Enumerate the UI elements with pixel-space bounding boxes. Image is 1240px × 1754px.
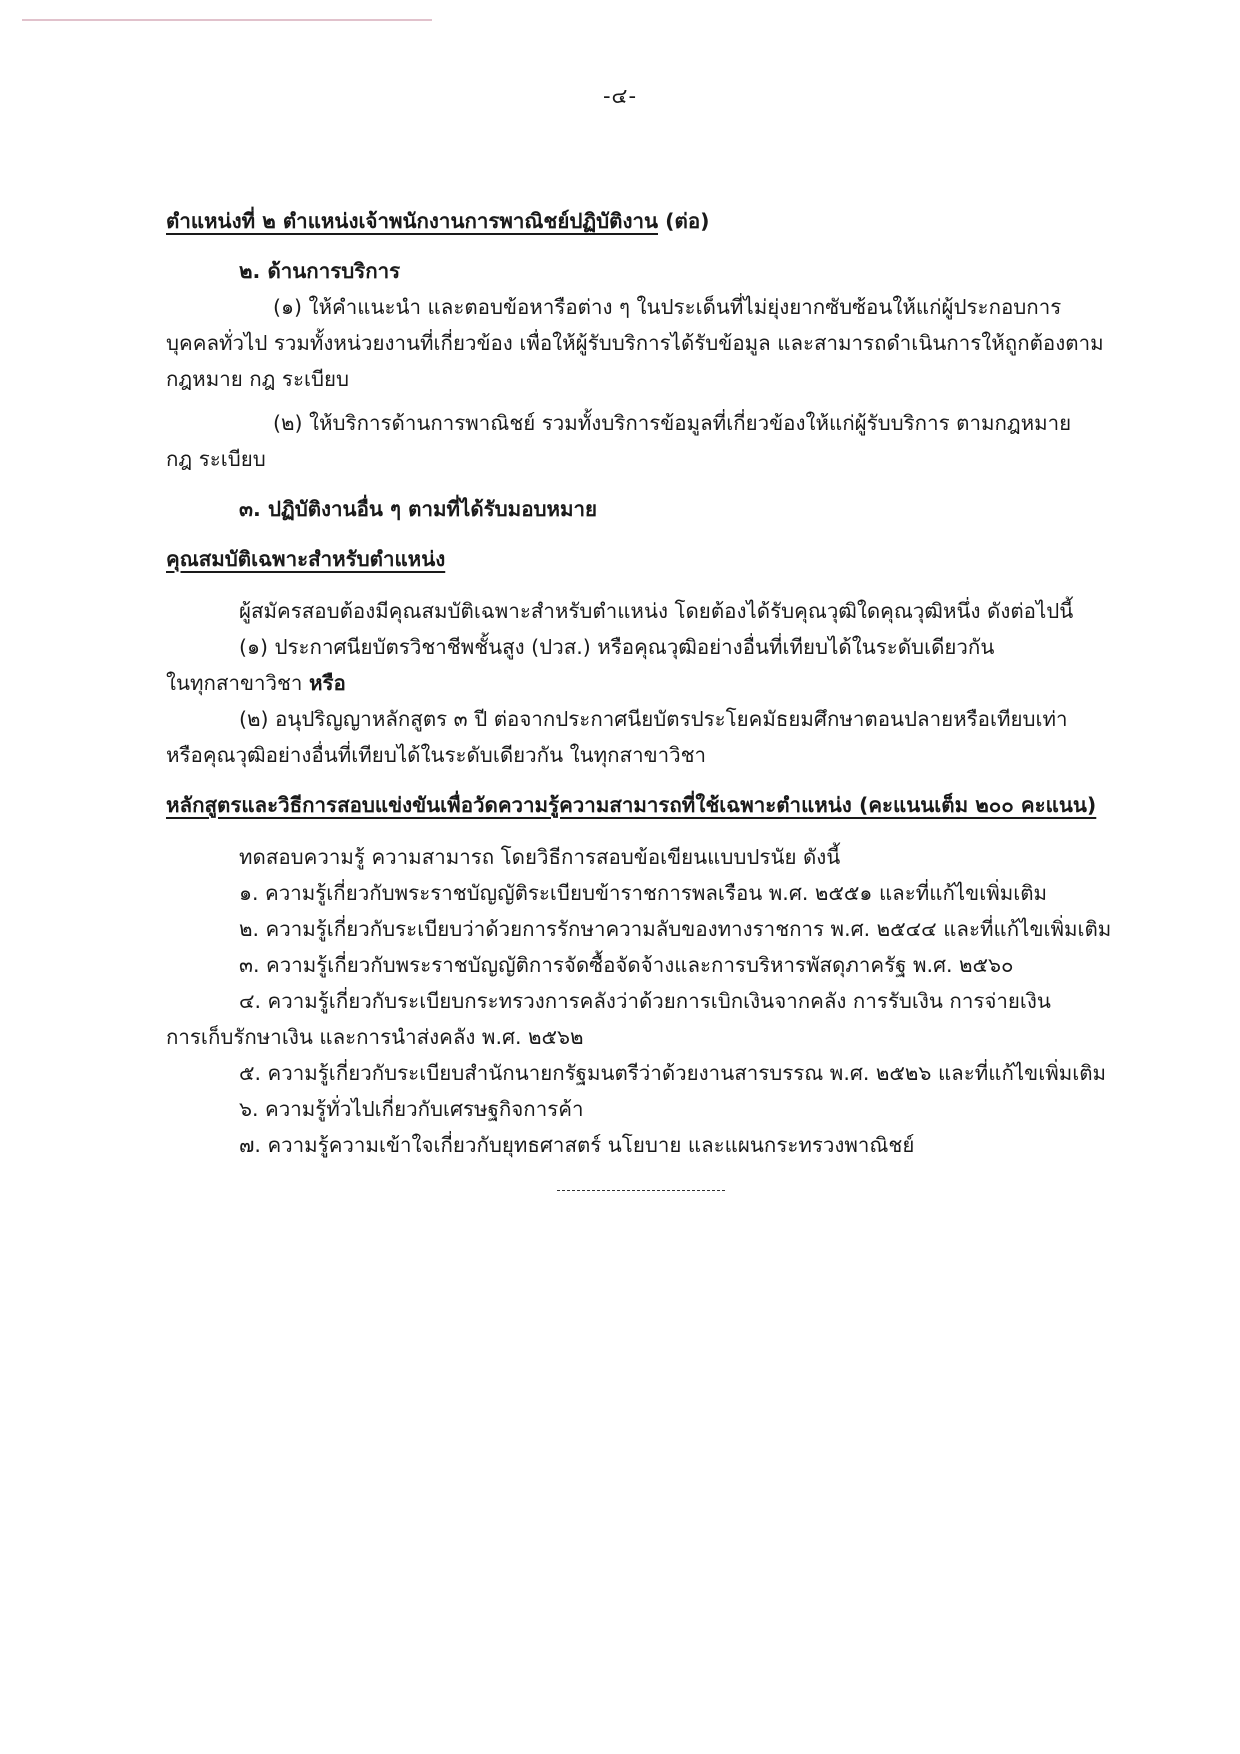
end-separator [557, 1190, 725, 1191]
service-item1-line3: กฎหมาย กฎ ระเบียบ [166, 367, 349, 391]
service-item2-line2: กฎ ระเบียบ [166, 447, 266, 471]
scan-artifact-line [22, 19, 432, 21]
service-item1-line2: บุคคลทั่วไป รวมทั้งหน่วยงานที่เกี่ยวข้อง เพื่อให้ผู้รับบริการได้รับข้อมูล และสามารถดำเนินการให้ถูกต้องตาม [166, 331, 1104, 355]
qualification-item2-line2: หรือคุณวุฒิอย่างอื่นที่เทียบได้ในระดับเดียวกัน ในทุกสาขาวิชา [166, 743, 707, 767]
position-heading-title: ตำแหน่งที่ ๒ ตำแหน่งเจ้าพนักงานการพาณิชย์ปฏิบัติงาน [166, 209, 658, 233]
exam-item-continuation: การเก็บรักษาเงิน และการนำส่งคลัง พ.ศ. ๒๕๖๒ [166, 1025, 584, 1049]
exam-item: ๖. ความรู้ทั่วไปเกี่ยวกับเศรษฐกิจการค้า [239, 1097, 584, 1121]
exam-item: ๗. ความรู้ความเข้าใจเกี่ยวกับยุทธศาสตร์ นโยบาย และแผนกระทรวงพาณิชย์ [239, 1133, 915, 1157]
service-item1-line1: (๑) ให้คำแนะนำ และตอบข้อหารือต่าง ๆ ในประเด็นที่ไม่ยุ่งยากซับซ้อนให้แก่ผู้ประกอบการ [273, 295, 1062, 319]
page-number: -๔- [602, 84, 638, 108]
exam-item: ๒. ความรู้เกี่ยวกับระเบียบว่าด้วยการรักษาความลับของทางราชการ พ.ศ. ๒๕๔๔ และที่แก้ไขเพิ่มเติม [239, 917, 1112, 941]
service-section-title: ๒. ด้านการบริการ [239, 259, 401, 283]
exam-item: ๔. ความรู้เกี่ยวกับระเบียบกระทรวงการคลังว่าด้วยการเบิกเงินจากคลัง การรับเงิน การจ่ายเงิน [239, 989, 1051, 1013]
qualification-item1-line1: (๑) ประกาศนียบัตรวิชาชีพชั้นสูง (ปวส.) หรือคุณวุฒิอย่างอื่นที่เทียบได้ในระดับเดียวกัน [239, 635, 995, 659]
exam-item: ๕. ความรู้เกี่ยวกับระเบียบสำนักนายกรัฐมนตรีว่าด้วยงานสารบรรณ พ.ศ. ๒๕๒๖ และที่แก้ไขเพิ่มเติม [239, 1061, 1107, 1085]
other-duties-title: ๓. ปฏิบัติงานอื่น ๆ ตามที่ได้รับมอบหมาย [239, 497, 598, 521]
exam-item: ๑. ความรู้เกี่ยวกับพระราชบัญญัติระเบียบข้าราชการพลเรือน พ.ศ. ๒๕๕๑ และที่แก้ไขเพิ่มเติม [239, 881, 1048, 905]
qualification-item1-line2 [166, 668, 346, 698]
qualification-or-word: หรือ [308, 671, 346, 695]
exam-heading: หลักสูตรและวิธีการสอบแข่งขันเพื่อวัดความรู้ความสามารถที่ใช้เฉพาะตำแหน่ง (คะแนนเต็ม ๒๐๐ คะแนน) [166, 793, 1097, 817]
exam-item: ๓. ความรู้เกี่ยวกับพระราชบัญญัติการจัดซื้อจัดจ้างและการบริหารพัสดุภาครัฐ พ.ศ. ๒๕๖๐ [239, 953, 1014, 977]
qualifications-intro: ผู้สมัครสอบต้องมีคุณสมบัติเฉพาะสำหรับตำแหน่ง โดยต้องได้รับคุณวุฒิใดคุณวุฒิหนึ่ง ดังต่อไปนี้ [239, 599, 1074, 623]
qualification-item2-line1: (๒) อนุปริญญาหลักสูตร ๓ ปี ต่อจากประกาศนียบัตรประโยคมัธยมศึกษาตอนปลายหรือเทียบเท่า [239, 707, 1068, 731]
exam-intro: ทดสอบความรู้ ความสามารถ โดยวิธีการสอบข้อเขียนแบบปรนัย ดังนี้ [239, 845, 841, 869]
qualification-item1-text: ในทุกสาขาวิชา [166, 671, 303, 695]
position-heading-suffix: (ต่อ) [658, 209, 710, 233]
qualifications-heading: คุณสมบัติเฉพาะสำหรับตำแหน่ง [166, 547, 446, 571]
service-item2-line1: (๒) ให้บริการด้านการพาณิชย์ รวมทั้งบริการข้อมูลที่เกี่ยวข้องให้แก่ผู้รับบริการ ตามกฎหมาย [273, 411, 1072, 435]
position-heading [166, 206, 710, 236]
